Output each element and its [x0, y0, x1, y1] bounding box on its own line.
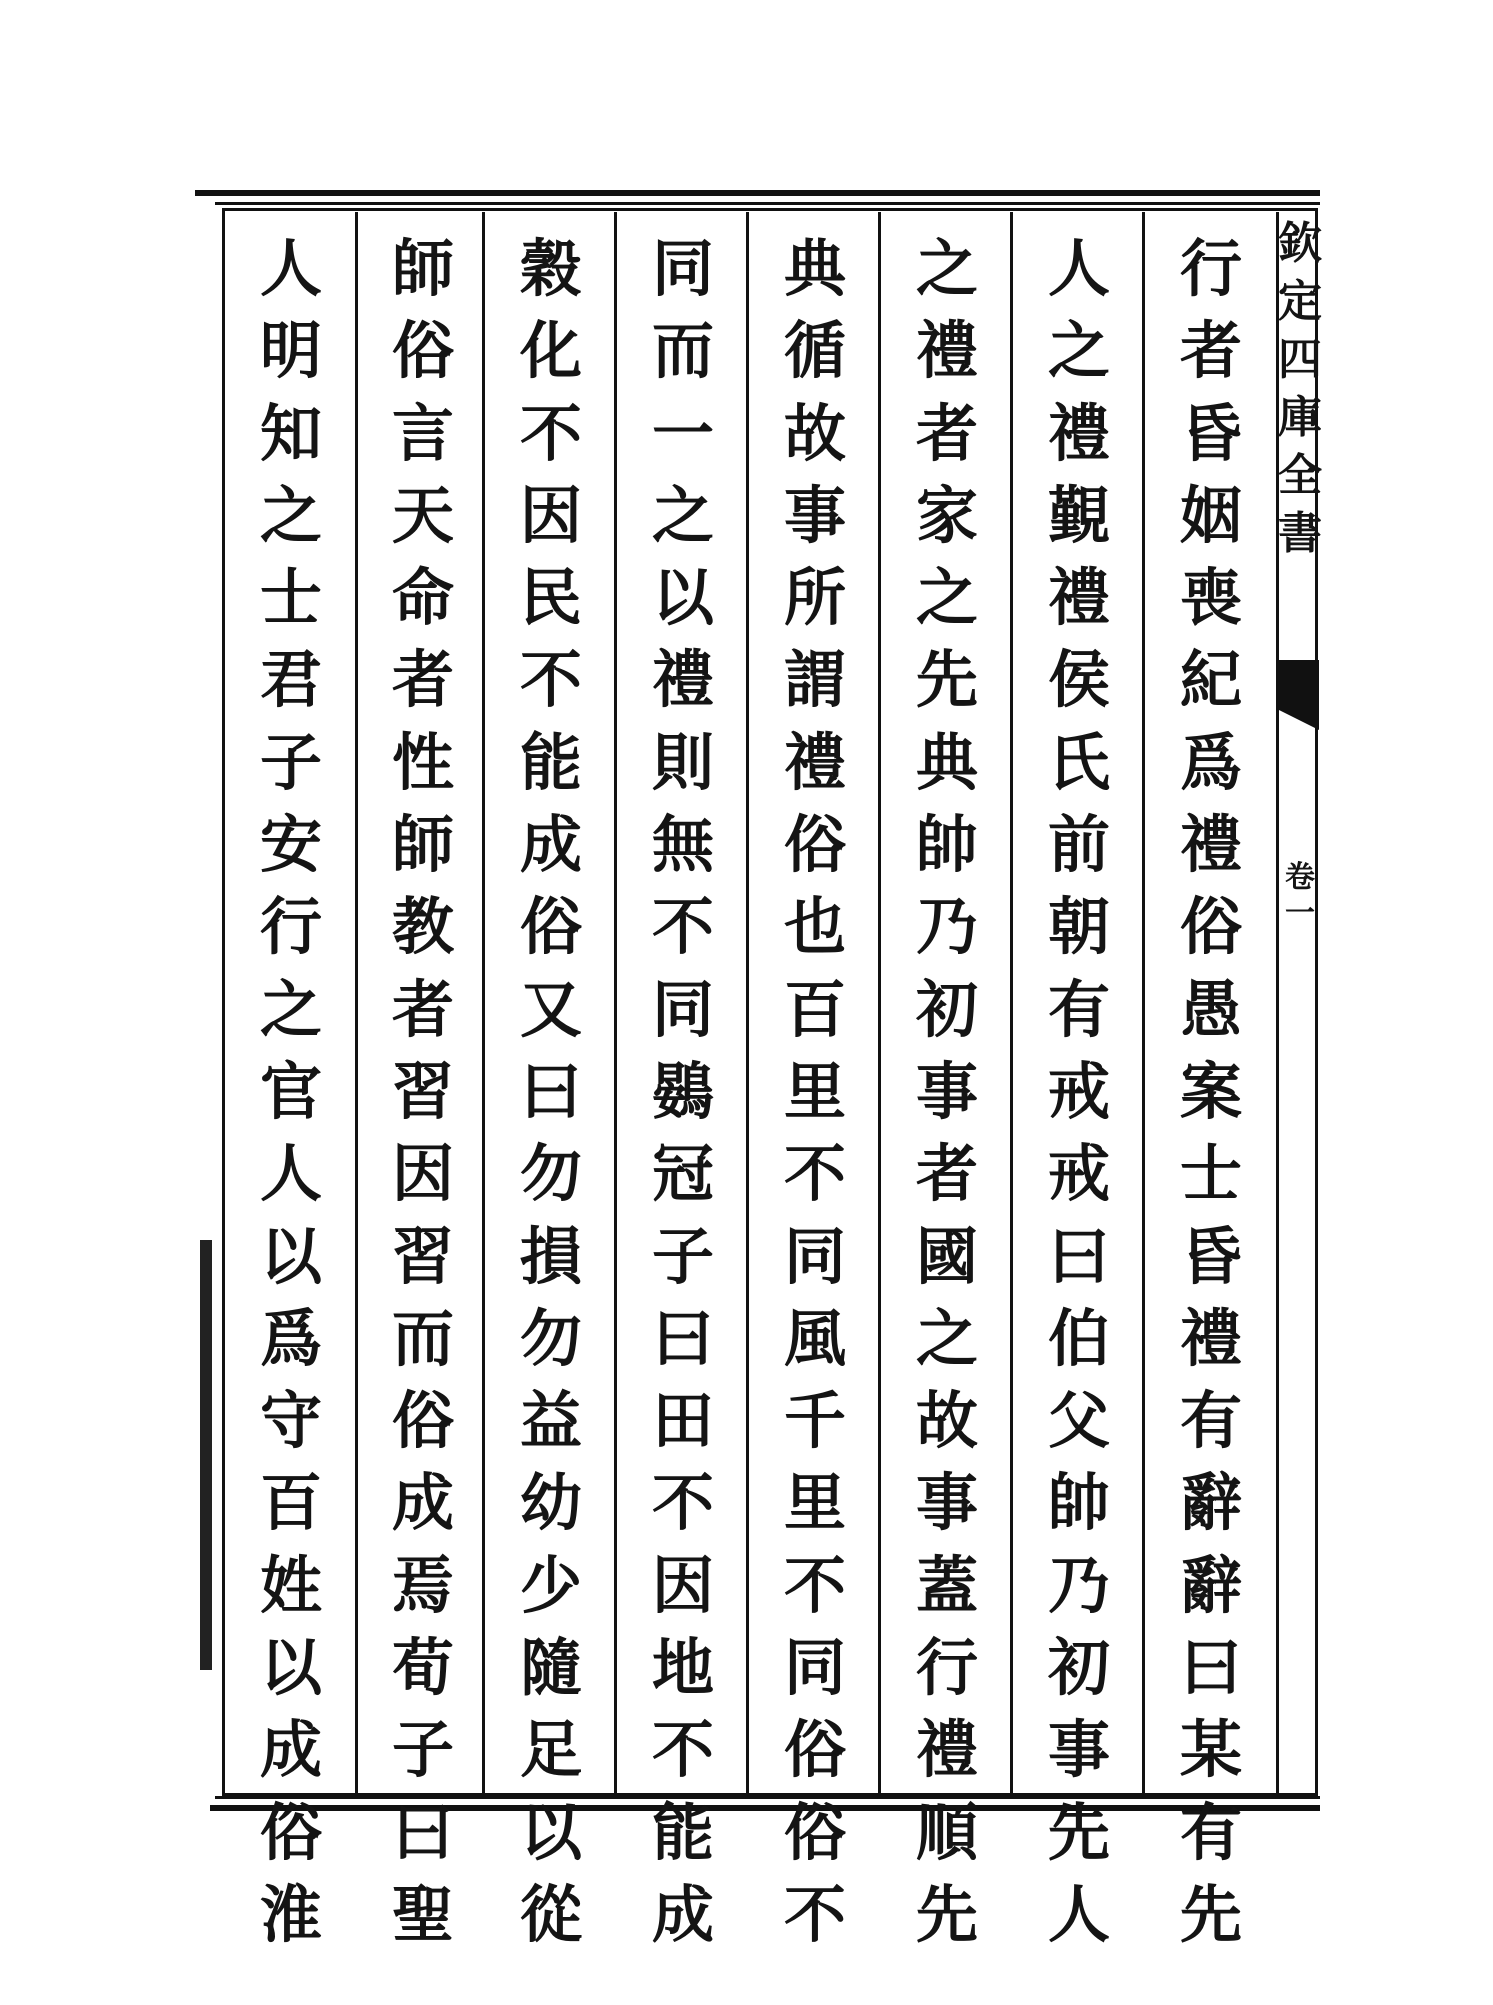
text-char: 師 — [391, 232, 454, 305]
text-char: 勿 — [519, 1137, 582, 1211]
text-char: 地 — [651, 1631, 714, 1705]
text-char: 以 — [519, 1795, 582, 1869]
text-char: 乃 — [1047, 1548, 1110, 1622]
text-char: 士 — [1179, 1137, 1242, 1211]
text-char: 因 — [391, 1137, 454, 1211]
text-char: 俗 — [1179, 890, 1242, 964]
text-column-1 — [1146, 228, 1276, 1951]
text-char: 俗 — [259, 1795, 322, 1869]
text-char: 帥 — [1047, 1466, 1110, 1540]
text-char: 乃 — [915, 890, 978, 964]
text-column-6 — [486, 228, 616, 1951]
text-char: 成 — [519, 808, 582, 882]
text-char: 不 — [651, 890, 714, 964]
text-char: 知 — [259, 396, 322, 470]
text-char: 聖 — [391, 1877, 454, 1951]
text-char: 百 — [783, 972, 846, 1046]
text-char: 朝 — [1047, 890, 1110, 964]
text-char: 又 — [519, 972, 582, 1046]
edge-shadow — [200, 1240, 212, 1670]
text-char: 子 — [651, 1219, 714, 1293]
text-char: 禮 — [915, 314, 978, 388]
text-char: 曰 — [519, 1054, 582, 1128]
text-char: 官 — [259, 1054, 322, 1128]
text-char: 昏 — [1179, 1219, 1242, 1293]
text-char: 之 — [1047, 314, 1110, 388]
text-char: 民 — [519, 561, 582, 635]
text-char: 者 — [915, 396, 978, 470]
margin-volume-char: 一 — [1285, 896, 1315, 931]
text-char: 之 — [915, 232, 978, 305]
text-char: 命 — [391, 561, 454, 635]
text-char: 不 — [519, 396, 582, 470]
text-char: 俗 — [783, 1713, 846, 1787]
text-char: 案 — [1179, 1054, 1242, 1128]
text-char: 同 — [651, 232, 714, 305]
top-rule-outer — [195, 190, 1320, 196]
text-char: 師 — [391, 808, 454, 882]
text-char: 以 — [259, 1631, 322, 1705]
text-char: 故 — [915, 1384, 978, 1458]
text-char: 習 — [391, 1219, 454, 1293]
text-char: 紀 — [1179, 643, 1242, 717]
text-char: 言 — [391, 396, 454, 470]
text-char: 姓 — [259, 1548, 322, 1622]
text-char: 荀 — [391, 1631, 454, 1705]
text-char: 先 — [915, 643, 978, 717]
text-char: 行 — [1179, 232, 1242, 305]
text-char: 爲 — [1179, 725, 1242, 799]
text-char: 損 — [519, 1219, 582, 1293]
text-char: 俗 — [391, 314, 454, 388]
text-char: 戒 — [1047, 1054, 1110, 1128]
text-char: 幼 — [519, 1466, 582, 1540]
text-char: 不 — [783, 1877, 846, 1951]
text-char: 行 — [915, 1631, 978, 1705]
text-char: 某 — [1179, 1713, 1242, 1787]
text-char: 子 — [259, 725, 322, 799]
text-char: 人 — [1047, 232, 1110, 305]
text-char: 國 — [915, 1219, 978, 1293]
text-char: 人 — [1047, 1877, 1110, 1951]
text-char: 曰 — [391, 1795, 454, 1869]
text-char: 事 — [915, 1054, 978, 1128]
text-char: 初 — [915, 972, 978, 1046]
text-char: 先 — [1179, 1877, 1242, 1951]
text-char: 成 — [651, 1877, 714, 1951]
text-char: 因 — [519, 478, 582, 552]
text-char: 曰 — [1179, 1631, 1242, 1705]
text-column-8 — [226, 228, 356, 1951]
text-char: 有 — [1179, 1384, 1242, 1458]
text-char: 而 — [391, 1301, 454, 1375]
text-char: 之 — [915, 1301, 978, 1375]
text-char: 俗 — [519, 890, 582, 964]
text-char: 以 — [651, 561, 714, 635]
text-char: 循 — [783, 314, 846, 388]
text-char: 俗 — [783, 808, 846, 882]
margin-title-char: 庫 — [1278, 392, 1322, 443]
text-char: 者 — [915, 1137, 978, 1211]
text-char: 所 — [783, 561, 846, 635]
text-char: 家 — [915, 478, 978, 552]
margin-volume — [1280, 860, 1320, 932]
text-char: 不 — [519, 643, 582, 717]
text-char: 禮 — [1047, 561, 1110, 635]
text-char: 隨 — [519, 1631, 582, 1705]
text-char: 先 — [915, 1877, 978, 1951]
margin-title-char: 書 — [1278, 508, 1322, 559]
text-column-3 — [882, 228, 1012, 1951]
text-char: 辭 — [1179, 1466, 1242, 1540]
text-char: 有 — [1047, 972, 1110, 1046]
text-char: 天 — [391, 478, 454, 552]
text-char: 勿 — [519, 1301, 582, 1375]
text-char: 人 — [259, 1137, 322, 1211]
text-char: 能 — [651, 1795, 714, 1869]
text-char: 鷃 — [651, 1054, 714, 1128]
text-column-4 — [750, 228, 880, 1951]
text-char: 蓋 — [915, 1548, 978, 1622]
text-char: 爲 — [259, 1301, 322, 1375]
text-char: 禮 — [651, 643, 714, 717]
text-char: 侯 — [1047, 643, 1110, 717]
text-char: 也 — [783, 890, 846, 964]
text-char: 里 — [783, 1466, 846, 1540]
text-char: 明 — [259, 314, 322, 388]
text-char: 而 — [651, 314, 714, 388]
text-char: 之 — [915, 561, 978, 635]
text-char: 風 — [783, 1301, 846, 1375]
text-char: 氏 — [1047, 725, 1110, 799]
text-char: 昏 — [1179, 396, 1242, 470]
margin-title-char: 定 — [1278, 276, 1322, 327]
text-char: 典 — [915, 725, 978, 799]
text-char: 同 — [783, 1219, 846, 1293]
text-char: 伯 — [1047, 1301, 1110, 1375]
text-char: 禮 — [783, 725, 846, 799]
text-char: 禮 — [1047, 396, 1110, 470]
text-char: 俗 — [391, 1384, 454, 1458]
text-char: 子 — [391, 1713, 454, 1787]
text-char: 愚 — [1179, 972, 1242, 1046]
text-char: 者 — [391, 643, 454, 717]
text-column-7 — [358, 228, 488, 1951]
text-char: 之 — [259, 972, 322, 1046]
text-char: 行 — [259, 890, 322, 964]
margin-title-char: 欽 — [1278, 218, 1322, 269]
text-char: 焉 — [391, 1548, 454, 1622]
text-char: 少 — [519, 1548, 582, 1622]
text-char: 之 — [259, 478, 322, 552]
text-char: 不 — [783, 1548, 846, 1622]
text-char: 因 — [651, 1548, 714, 1622]
margin-volume-char: 卷 — [1285, 860, 1315, 895]
text-char: 士 — [259, 561, 322, 635]
text-char: 謂 — [783, 643, 846, 717]
text-char: 有 — [1179, 1795, 1242, 1869]
text-char: 不 — [783, 1137, 846, 1211]
text-char: 千 — [783, 1384, 846, 1458]
text-char: 曰 — [651, 1301, 714, 1375]
text-char: 之 — [651, 478, 714, 552]
text-char: 冠 — [651, 1137, 714, 1211]
text-char: 人 — [259, 232, 322, 305]
text-char: 淮 — [259, 1877, 322, 1951]
text-char: 事 — [783, 478, 846, 552]
text-char: 辭 — [1179, 1548, 1242, 1622]
top-rule-inner — [215, 202, 1320, 205]
text-char: 者 — [391, 972, 454, 1046]
text-char: 性 — [391, 725, 454, 799]
text-char: 同 — [651, 972, 714, 1046]
text-char: 戒 — [1047, 1137, 1110, 1211]
text-column-5 — [618, 228, 748, 1951]
text-char: 喪 — [1179, 561, 1242, 635]
text-char: 習 — [391, 1054, 454, 1128]
text-char: 成 — [259, 1713, 322, 1787]
text-char: 守 — [259, 1384, 322, 1458]
text-char: 禮 — [915, 1713, 978, 1787]
text-char: 事 — [1047, 1713, 1110, 1787]
text-char: 里 — [783, 1054, 846, 1128]
text-char: 無 — [651, 808, 714, 882]
text-char: 教 — [391, 890, 454, 964]
text-char: 化 — [519, 314, 582, 388]
text-char: 先 — [1047, 1795, 1110, 1869]
text-char: 百 — [259, 1466, 322, 1540]
text-char: 能 — [519, 725, 582, 799]
text-char: 典 — [783, 232, 846, 305]
margin-title-char: 全 — [1278, 450, 1322, 501]
text-char: 安 — [259, 808, 322, 882]
text-char: 足 — [519, 1713, 582, 1787]
text-char: 前 — [1047, 808, 1110, 882]
text-char: 則 — [651, 725, 714, 799]
text-char: 帥 — [915, 808, 978, 882]
text-char: 同 — [783, 1631, 846, 1705]
text-char: 益 — [519, 1384, 582, 1458]
text-char: 姻 — [1179, 478, 1242, 552]
text-char: 君 — [259, 643, 322, 717]
margin-title-char: 四 — [1278, 334, 1322, 385]
text-char: 者 — [1179, 314, 1242, 388]
text-char: 覲 — [1047, 478, 1110, 552]
text-char: 故 — [783, 396, 846, 470]
text-char: 一 — [651, 396, 714, 470]
text-char: 不 — [651, 1713, 714, 1787]
text-char: 初 — [1047, 1631, 1110, 1705]
text-char: 禮 — [1179, 808, 1242, 882]
text-column-2 — [1014, 228, 1144, 1951]
text-char: 俗 — [783, 1795, 846, 1869]
text-char: 從 — [519, 1877, 582, 1951]
text-char: 穀 — [519, 232, 582, 305]
text-char: 順 — [915, 1795, 978, 1869]
text-char: 以 — [259, 1219, 322, 1293]
text-char: 曰 — [1047, 1219, 1110, 1293]
text-char: 田 — [651, 1384, 714, 1458]
text-char: 事 — [915, 1466, 978, 1540]
margin-title — [1280, 215, 1320, 563]
text-char: 禮 — [1179, 1301, 1242, 1375]
text-char: 不 — [651, 1466, 714, 1540]
text-char: 父 — [1047, 1384, 1110, 1458]
text-char: 成 — [391, 1466, 454, 1540]
